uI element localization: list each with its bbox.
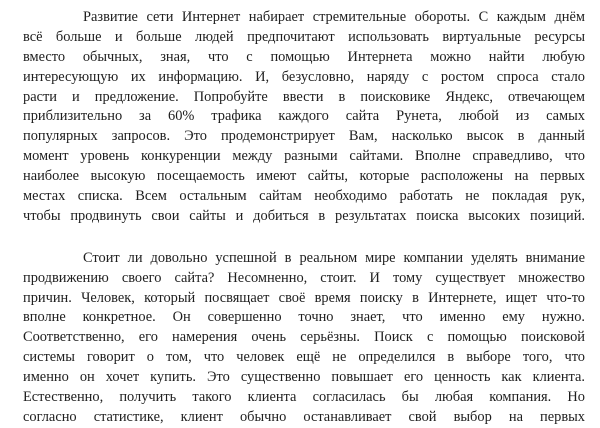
text-line: местах списка. Всем остальным сайтам необходимо работать не покладая рук, (23, 188, 585, 205)
text-line: причин. Человек, который посвящает своё время поиску в Интернете, ищет что-то (23, 289, 585, 306)
text-line: продвижению своего сайта? Несомненно, стоит. И тому существует множество (23, 269, 585, 286)
text-line: системы говорит о том, что человек ещё не определился в выборе того, что (23, 349, 585, 366)
text-line: всё больше и больше людей предпочитают использовать виртуальные ресурсы (23, 28, 585, 45)
text-line: момент уровень конкуренции между разными сайтами. Вполне справедливо, что (23, 148, 585, 165)
text-line: Естественно, получить такого клиента согласилась бы любая компания. Но (23, 389, 585, 406)
text-line: наиболее высокую посещаемость имеют сайты, которые расположены на первых (23, 168, 585, 185)
text-line: приблизительно за 60% трафика каждого сайта Рунета, любой из самых (23, 108, 585, 125)
text-line: интересующую их информацию. И, безусловно, наряду с ростом спроса стало (23, 68, 585, 85)
text-line: Развитие сети Интернет набирает стремительные обороты. С каждым днём (83, 9, 585, 25)
text-line: популярных запросов. Это продемонстрирует Вам, насколько высок в данный (23, 128, 585, 145)
text-line: Стоит ли довольно успешной в реальном мире компании уделять внимание (83, 249, 585, 266)
text-line: чтобы продвинуть свои сайты и добиться в результатах поиска высоких позиций. (23, 207, 585, 224)
text-line: расти и предложение. Попробуйте ввести в поисковике Яндекс, отвечающем (23, 88, 585, 105)
paragraph-2 (23, 249, 585, 428)
paragraph-1 (23, 8, 585, 227)
text-line: именно он хочет купить. Это существенно повышает его ценность как клиента. (23, 369, 585, 386)
text-line: согласно статистике, клиент обычно останавливает свой выбор на первых (23, 408, 585, 425)
text-line: Соответственно, его намерения очень серьёзны. Поиск с помощью поисковой (23, 329, 585, 346)
paragraph-spacer (23, 227, 585, 249)
text-line: вместо обычных, зная, что с помощью Интернета можно найти любую (23, 48, 585, 65)
text-line: вполне конкретное. Он совершенно точно знает, что именно ему нужно. (23, 309, 585, 326)
document-body (23, 8, 585, 428)
